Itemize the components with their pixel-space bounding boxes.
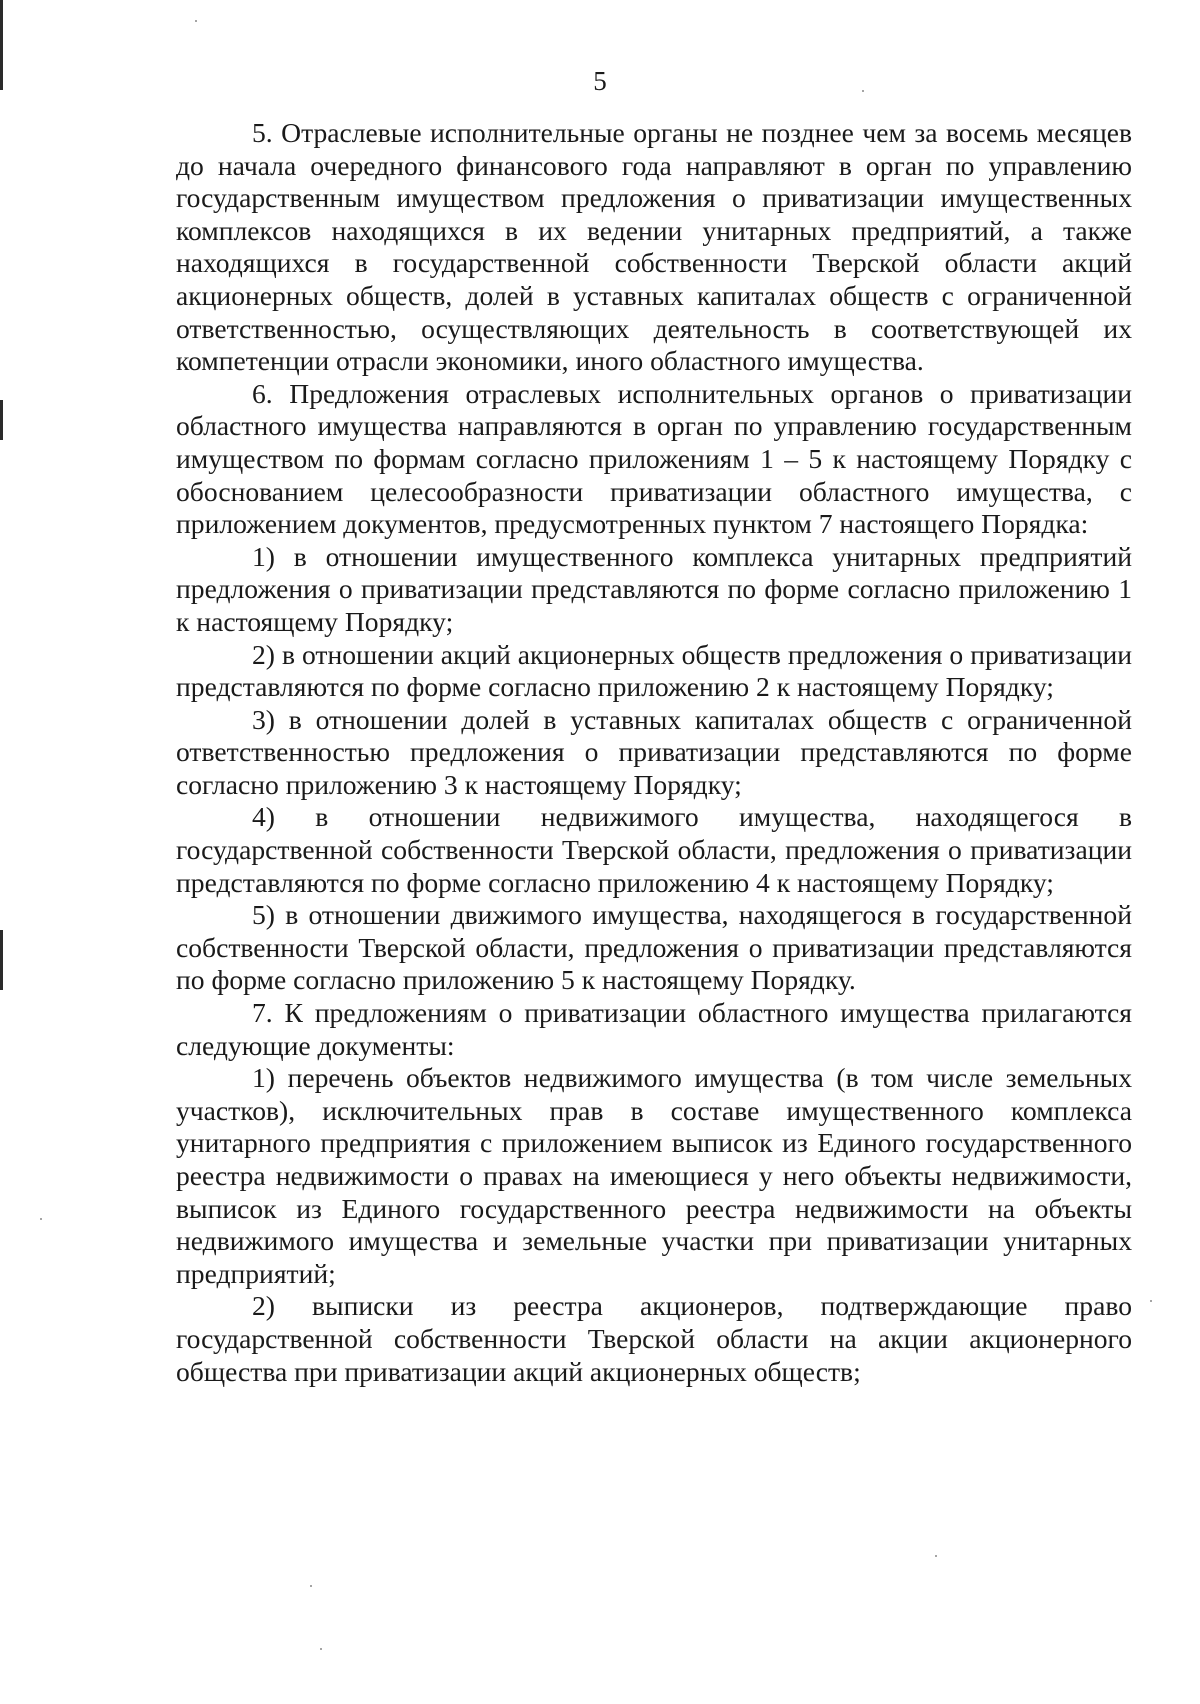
scan-speck — [40, 1218, 42, 1220]
scan-speck — [320, 1648, 322, 1650]
paragraph-6-item-2: 2) в отношении акций акционерных обществ предложения о приватизации представляются по форме согласно приложению 2 к настоящему Порядку; — [176, 638, 1132, 703]
paragraph-6: 6. Предложения отраслевых исполнительных органов о приватизации областного имущества направляются в орган по управлению государственным имуществом по формам согласно приложениям 1 – 5 к настоящему Порядку с обоснованием целесообразности приватизации областного имущества, с приложением документов, предусмотренных пунктом 7 настоящего Порядка: — [176, 377, 1132, 540]
paragraph-5: 5. Отраслевые исполнительные органы не позднее чем за восемь месяцев до начала очередного финансового года направляют в орган по управлению государственным имуществом предложения о приватизации имущественных комплексов находящихся в их ведении унитарных предприятий, а также находящихся в государственной собственности Тверской области акций акционерных обществ, долей в уставных капиталах обществ с ограниченной ответственностью, осуществляющих деятельность в соответствующей их компетенции отрасли экономики, иного областного имущества. — [176, 117, 1132, 377]
paragraph-6-item-5: 5) в отношении движимого имущества, находящегося в государственной собственности Тверской области, предложения о приватизации представляются по форме согласно приложению 5 к настоящему Порядку. — [176, 899, 1132, 996]
paragraph-7-item-2: 2) выписки из реестра акционеров, подтверждающие право государственной собственности Тверской области на акции акционерного общества при приватизации акций акционерных обществ; — [176, 1290, 1132, 1387]
page-number: 5 — [593, 66, 607, 96]
scan-speck — [935, 1555, 937, 1557]
paragraph-6-item-3: 3) в отношении долей в уставных капиталах обществ с ограниченной ответственностью предложения о приватизации представляются по форме согласно приложению 3 к настоящему Порядку; — [176, 703, 1132, 800]
paragraph-6-item-1: 1) в отношении имущественного комплекса унитарных предприятий предложения о приватизации представляются по форме согласно приложению 1 к настоящему Порядку; — [176, 540, 1132, 637]
scan-edge-mark — [0, 930, 3, 990]
scan-speck — [195, 20, 197, 22]
scan-speck — [1150, 1300, 1152, 1302]
paragraph-7: 7. К предложениям о приватизации областного имущества прилагаются следующие документы: — [176, 997, 1132, 1061]
document-body — [176, 117, 1132, 1388]
paragraph-7-item-1: 1) перечень объектов недвижимого имущества (в том числе земельных участков), исключительных прав в составе имущественного комплекса унитарного предприятия с приложением выписок из Единого государственного реестра недвижимости о правах на имеющиеся у него объекты недвижимости, выписок из Единого государственного реестра недвижимости на объекты недвижимого имущества и земельные участки при приватизации унитарных предприятий; — [176, 1062, 1132, 1289]
scan-speck — [310, 1585, 312, 1587]
paragraph-6-item-4: 4) в отношении недвижимого имущества, находящегося в государственной собственности Тверской области, предложения о приватизации представляются по форме согласно приложению 4 к настоящему Порядку; — [176, 801, 1132, 898]
scan-edge-mark — [0, 400, 3, 440]
scan-speck — [862, 90, 864, 92]
